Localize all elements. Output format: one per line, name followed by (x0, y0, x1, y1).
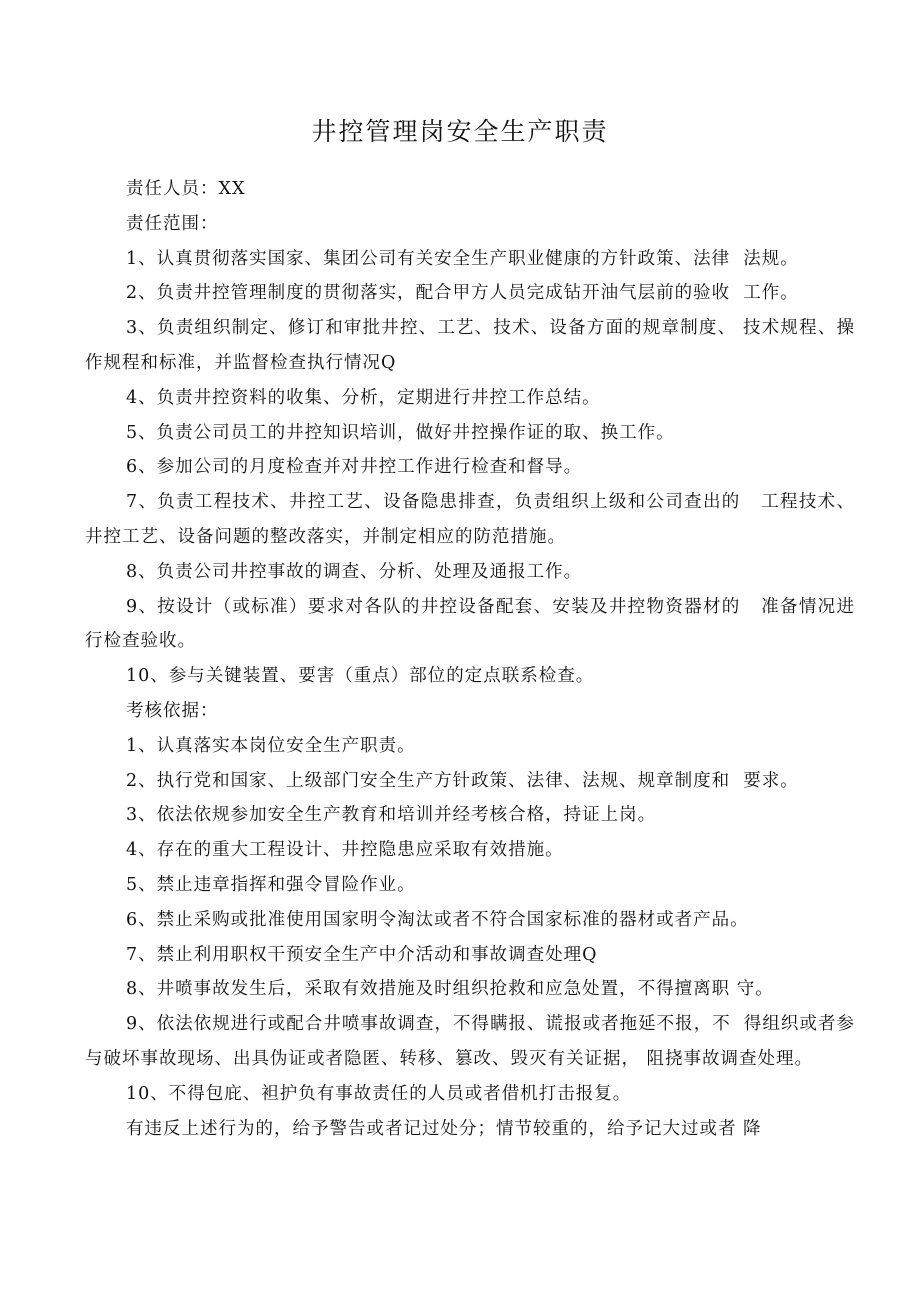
assessment-item-6: 6、禁止采购或批准使用国家明令淘汰或者不符合国家标准的器材或者产品。 (126, 909, 749, 930)
scope-item-1: 1、认真贯彻落实国家、集团公司有关安全生产职业健康的方针政策、法律 法规。 (126, 248, 799, 269)
assessment-item-7: 7、禁止利用职权干预安全生产中介活动和事故调查处理Q (126, 944, 598, 965)
scope-item-8: 8、负责公司井控事故的调查、分析、处理及通报工作。 (126, 561, 583, 582)
assessment-item-8: 8、井喷事故发生后，采取有效措施及时组织抢救和应急处置，不得擅离职 守。 (126, 979, 774, 1000)
assessment-item-5: 5、禁止违章指挥和强令冒险作业。 (126, 874, 416, 895)
responsible-person: 责任人员：XX (126, 179, 246, 199)
assessment-item-9: 9、依法依规进行或配合井喷事故调查，不得瞒报、谎报或者拖延不报，不 得组织或者参与破坏事故现场、出具伪证或者隐匿、转移、篡改、毁灭有关证据， 阻挠事故调查处理。 (85, 1014, 855, 1069)
scope-item-10: 10、参与关键装置、要害（重点）部位的定点联系检查。 (126, 666, 595, 687)
document-title: 井控管理岗安全生产职责 (311, 117, 609, 146)
scope-item-9: 9、按设计（或标准）要求对各队的井控设备配套、安装及井控物资器材的 准备情况进行检查验收。 (85, 596, 855, 652)
scope-item-2: 2、负责井控管理制度的贯彻落实，配合甲方人员完成钻开油气层前的验收 工作。 (126, 283, 799, 304)
scope-item-3: 3、负责组织制定、修订和审批井控、工艺、技术、设备方面的规章制度、 技术规程、操作规程和标准，并监督检查执行情况Q (85, 318, 855, 373)
assessment-heading: 考核依据： (126, 700, 219, 721)
assessment-item-4: 4、存在的重大工程设计、井控隐患应采取有效措施。 (126, 840, 564, 861)
assessment-item-1: 1、认真落实本岗位安全生产职责。 (126, 735, 416, 756)
penalty-paragraph: 有违反上述行为的，给予警告或者记过处分；情节较重的，给予记大过或者 降 (126, 1118, 762, 1139)
assessment-item-3: 3、依法依规参加安全生产教育和培训并经考核合格，持证上岗。 (126, 805, 657, 826)
document-body (85, 172, 855, 1146)
scope-item-6: 6、参加公司的月度检查并对井控工作进行检查和督导。 (126, 457, 583, 478)
assessment-item-2: 2、执行党和国家、上级部门安全生产方针政策、法律、法规、规章制度和 要求。 (126, 770, 799, 791)
assessment-item-10: 10、不得包庇、袒护负有事故责任的人员或者借机打击报复。 (126, 1083, 632, 1104)
scope-item-4: 4、负责井控资料的收集、分析，定期进行井控工作总结。 (126, 387, 601, 408)
scope-heading: 责任范围： (126, 213, 219, 234)
scope-item-7: 7、负责工程技术、井控工艺、设备隐患排查，负责组织上级和公司查出的 工程技术、井控工艺、设备问题的整改落实，并制定相应的防范措施。 (85, 492, 855, 547)
scope-item-5: 5、负责公司员工的井控知识培训，做好井控操作证的取、换工作。 (126, 422, 675, 443)
